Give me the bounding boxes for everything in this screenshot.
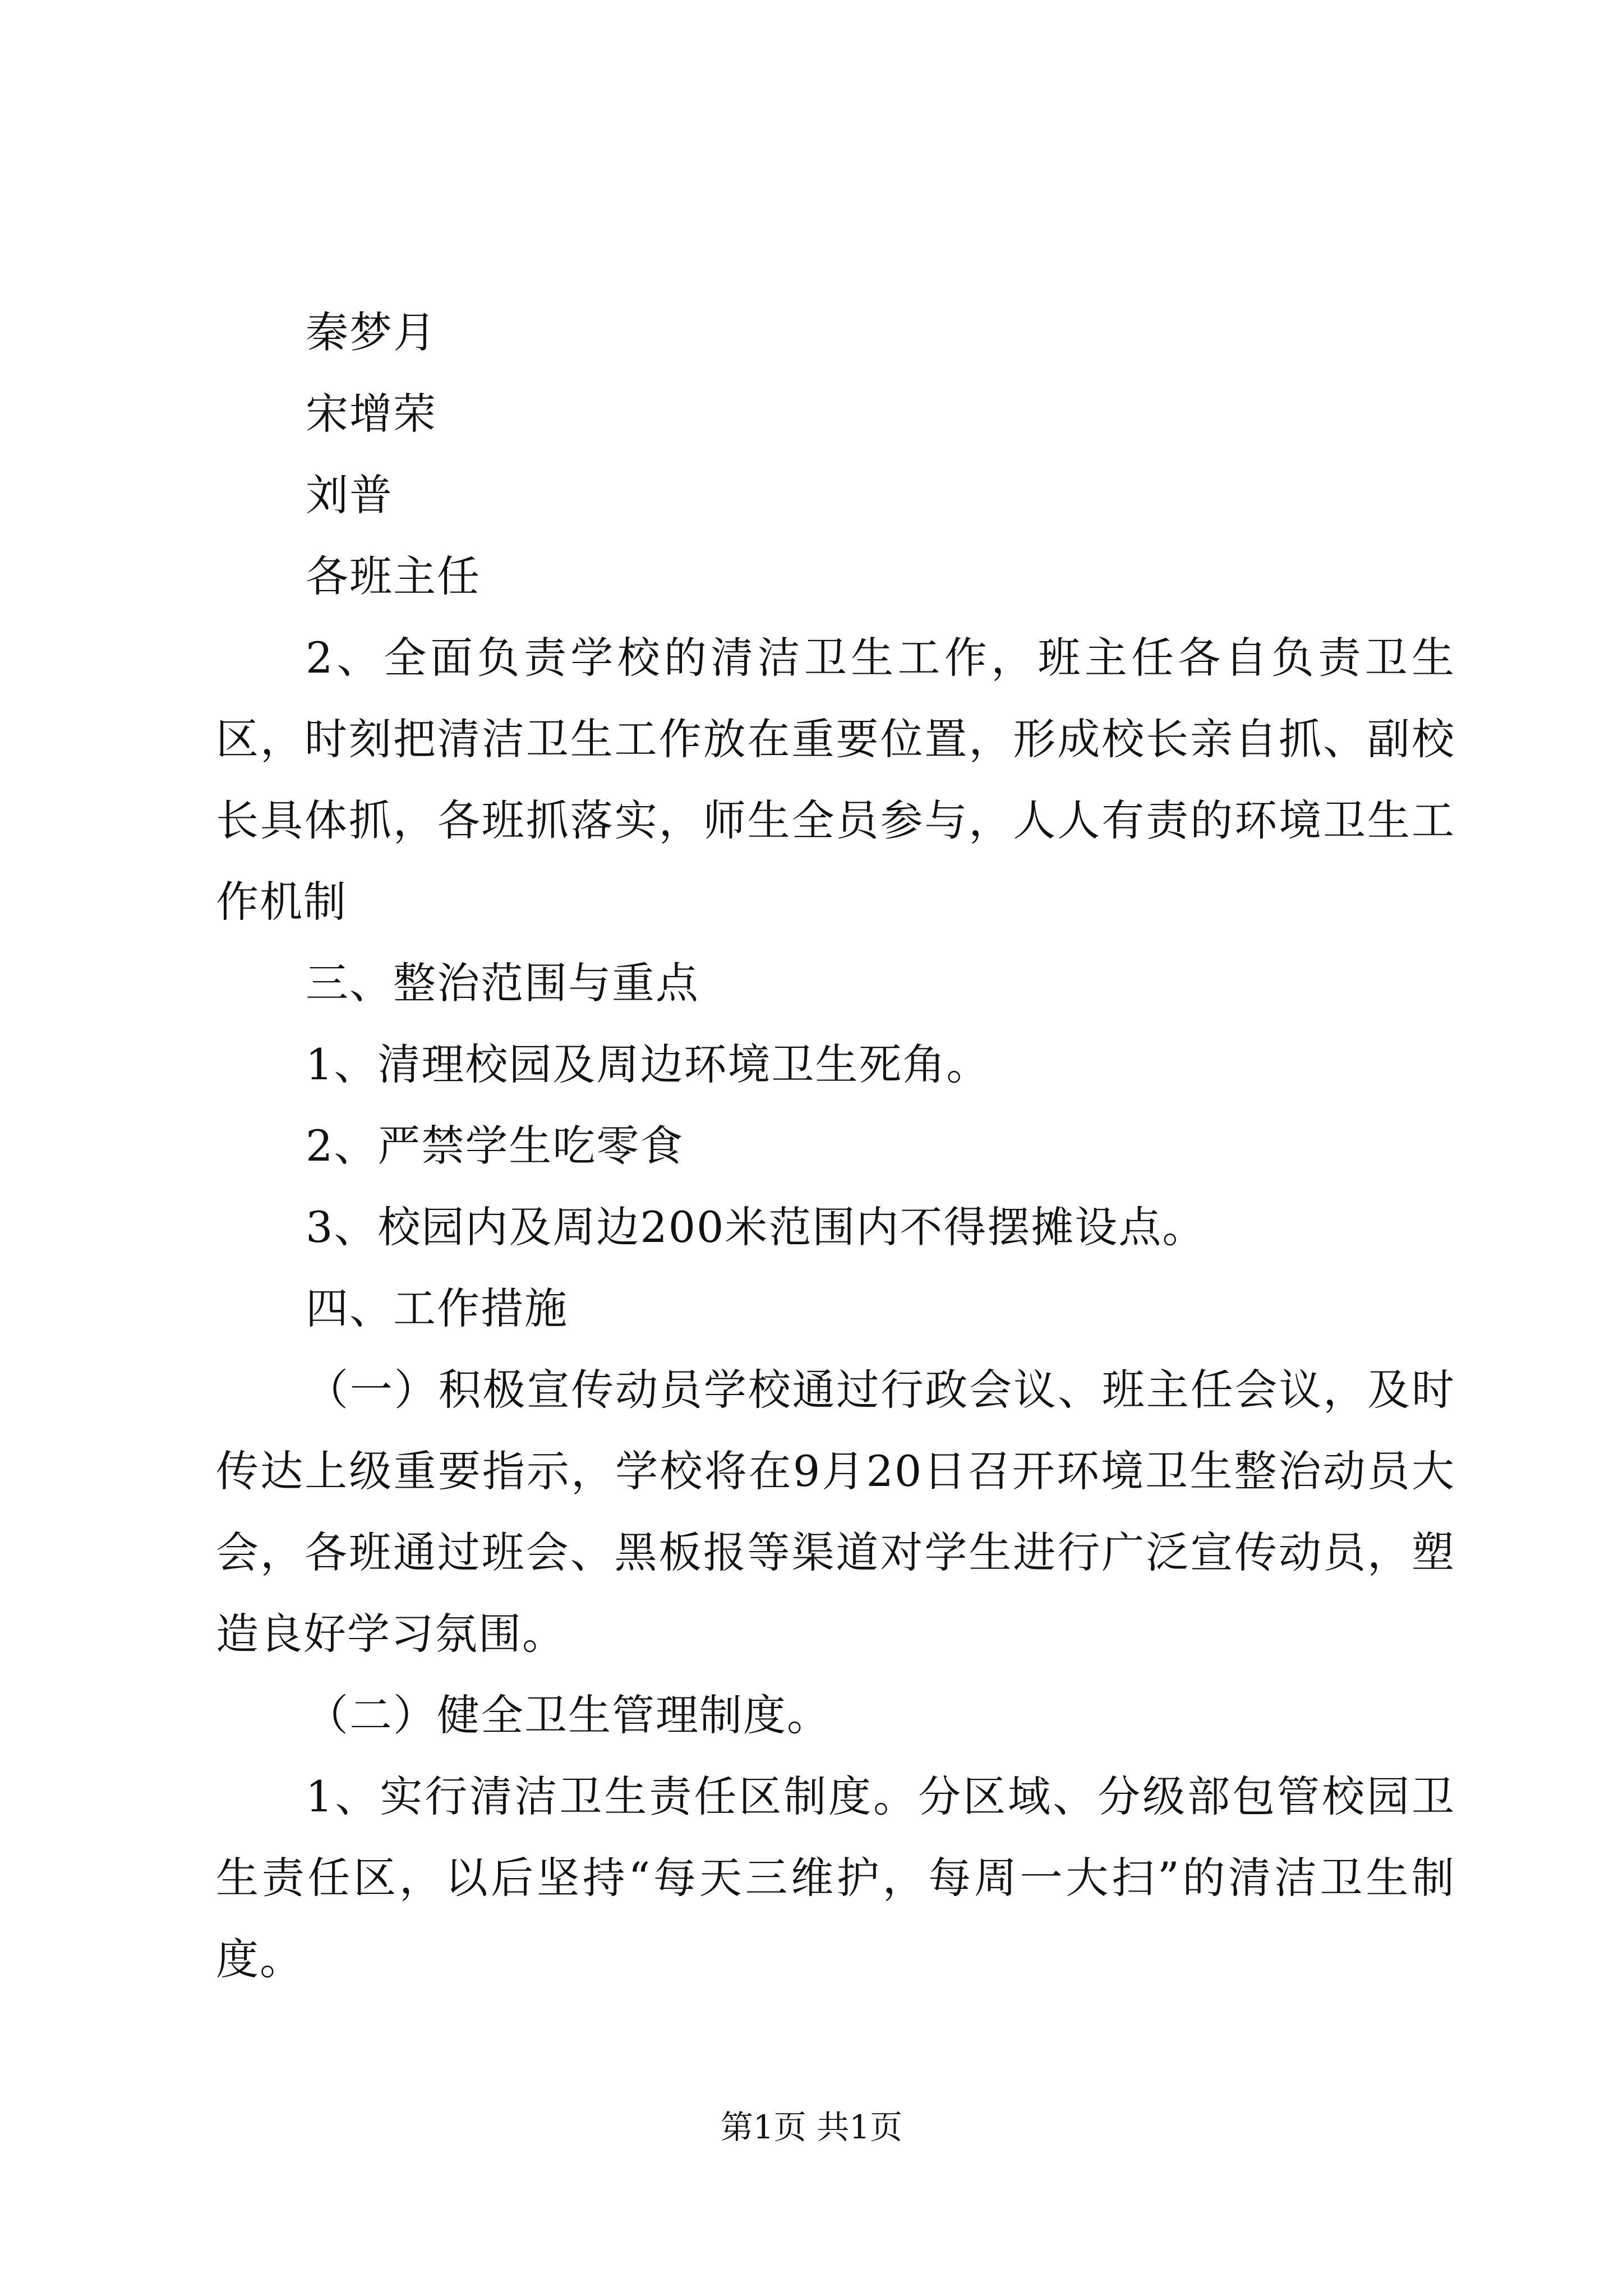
paragraph-scope-1: 1、清理校园及周边环境卫生死角。 bbox=[306, 1039, 990, 1089]
paragraph-name-3: 刘普 bbox=[306, 470, 393, 520]
paragraph-measure-system: （二）健全卫生管理制度。 bbox=[306, 1690, 831, 1740]
paragraph-measure-publicity: （一）积极宣传动员学校通过行政会议、班主任会议，及时传达上级重要指示，学校将在9月20日召开环境卫生整治动员大会，各班通过班会、黑板报等渠道对学生进行广泛宣传动员，塑造良好学习氛围。 bbox=[216, 1365, 1455, 1659]
section-heading-measures: 四、工作措施 bbox=[306, 1283, 568, 1333]
section-heading-scope: 三、整治范围与重点 bbox=[306, 958, 699, 1008]
paragraph-name-2: 宋增荣 bbox=[306, 389, 437, 439]
page-number: 第1页 共1页 bbox=[720, 2108, 903, 2146]
paragraph-responsibility: 2、全面负责学校的清洁卫生工作，班主任各自负责卫生区，时刻把清洁卫生工作放在重要位置，形成校长亲自抓、副校长具体抓，各班抓落实，师生全员参与，人人有责的环境卫生工作机制 bbox=[216, 633, 1455, 927]
paragraph-name-1: 秦梦月 bbox=[306, 307, 437, 357]
document-body bbox=[216, 292, 1455, 2000]
paragraph-class-teachers: 各班主任 bbox=[306, 551, 481, 601]
paragraph-scope-3: 3、校园内及周边200米范围内不得摆摊设点。 bbox=[306, 1202, 1206, 1252]
paragraph-measure-zone: 1、实行清洁卫生责任区制度。分区域、分级部包管校园卫生责任区，以后坚持“每天三维护，每周一大扫”的清洁卫生制度。 bbox=[216, 1772, 1455, 1984]
paragraph-scope-2: 2、严禁学生吃零食 bbox=[306, 1121, 684, 1171]
page-footer bbox=[0, 2105, 1623, 2150]
